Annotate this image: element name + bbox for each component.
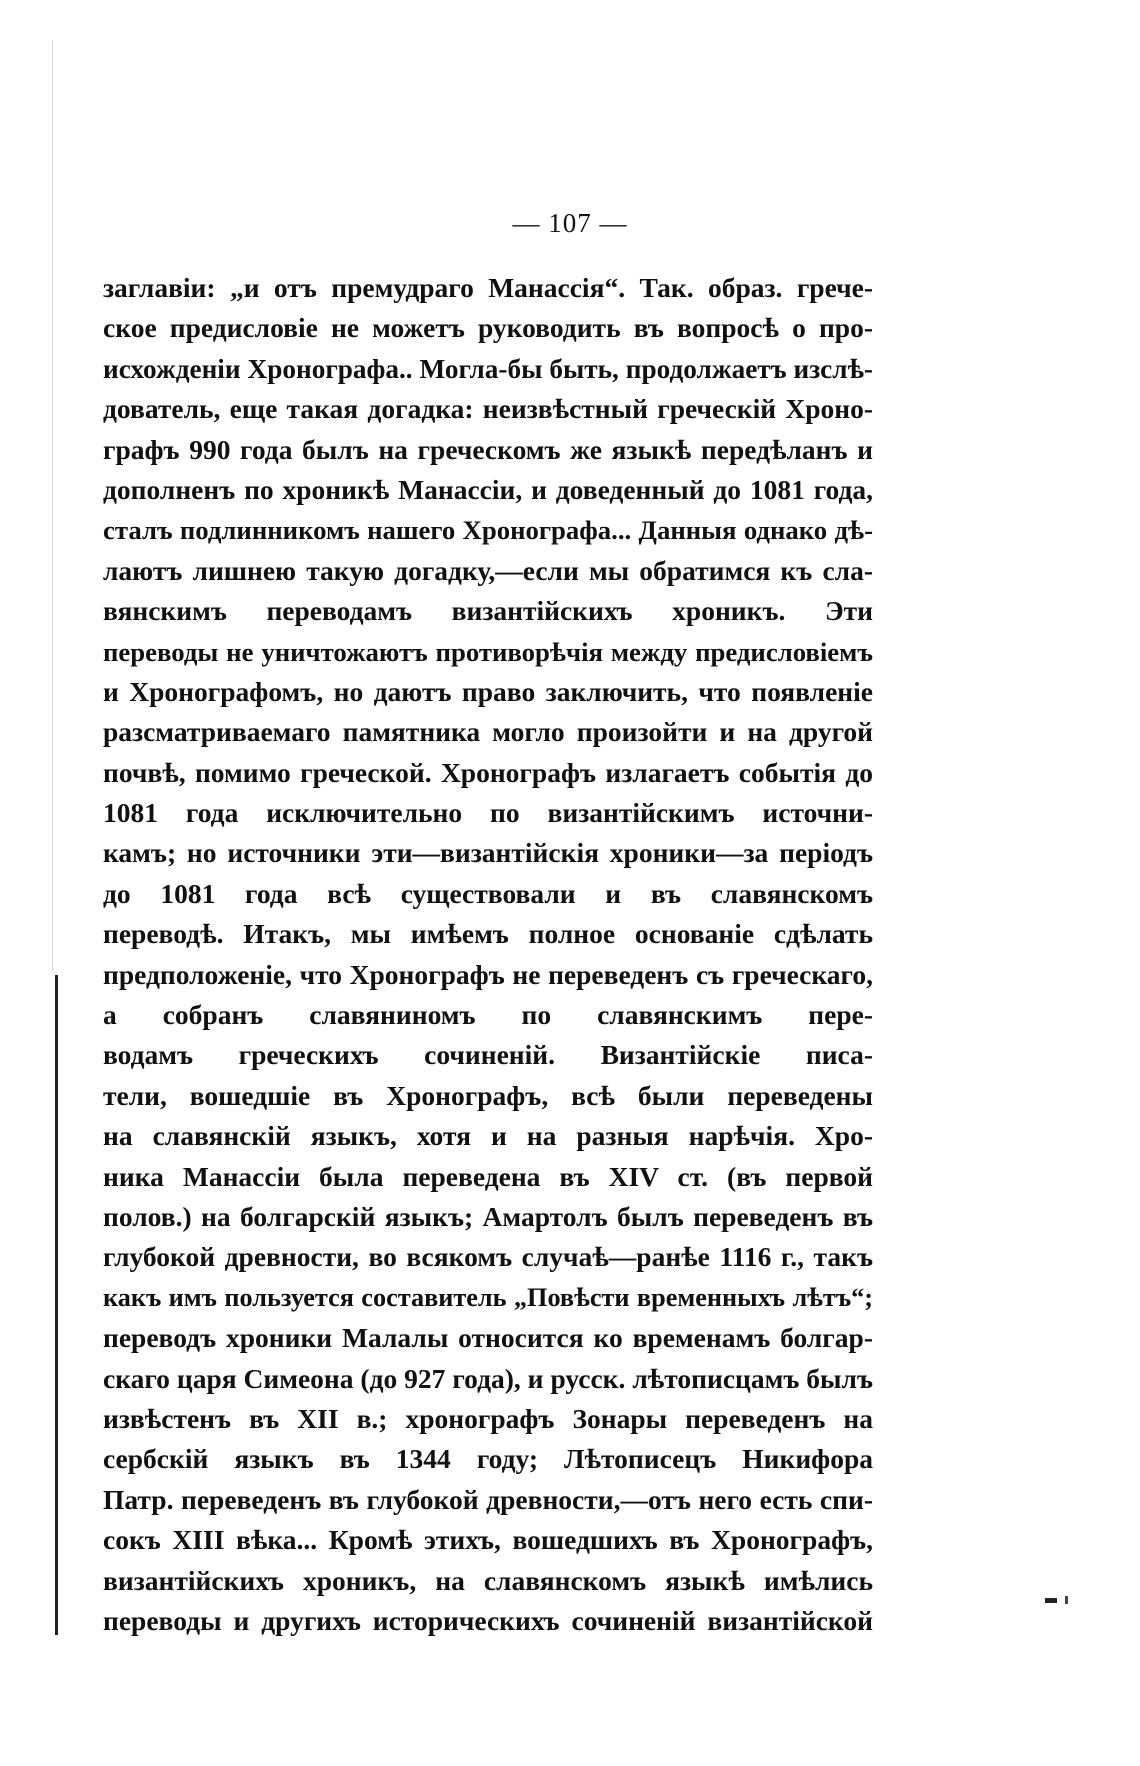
text-line: камъ; но источники эти—византійскія хроники—за періодъ [103, 837, 873, 869]
text-line: извѣстенъ въ XII в.; хронографъ Зонары переведенъ на [103, 1402, 873, 1434]
text-line: исхожденіи Хронографа.. Могла-бы быть, продолжаетъ изслѣ- [103, 353, 873, 384]
scan-artifact [1045, 1598, 1057, 1603]
text-line: дователь, еще такая догадка: неизвѣстный греческій Хроно- [103, 393, 873, 425]
scan-artifact [1065, 1596, 1068, 1604]
text-line: глубокой древности, во всякомъ случаѣ—ранѣе 1116 г., такъ [103, 1241, 873, 1273]
text-line: почвѣ, помимо греческой. Хронографъ излагаетъ событія до [103, 756, 873, 788]
text-line: ское предисловіе не можетъ руководить въ вопросѣ о про- [103, 312, 873, 344]
text-line: переводъ хроники Малалы относится ко временамъ болгар- [103, 1322, 873, 1354]
text-line: до 1081 года всѣ существовали и въ славянскомъ [103, 877, 873, 909]
text-line: какъ имъ пользуется составитель „Повѣсти временныхъ лѣтъ“; [103, 1282, 873, 1312]
text-line: дополненъ по хроникѣ Манассіи, и доведенный до 1081 года, [103, 473, 873, 505]
text-line: Патр. переведенъ въ глубокой древности,—отъ него есть спи- [103, 1483, 873, 1515]
text-line: переводы не уничтожаютъ противорѣчія между предисловіемъ [103, 636, 873, 667]
page-number: — 107 — [512, 208, 628, 238]
text-line: водамъ греческихъ сочиненій. Византійскіе писа- [103, 1039, 873, 1071]
text-line: заглавіи: „и отъ премудраго Манассія“. Так. образ. грече- [103, 272, 873, 303]
text-line: графъ 990 года былъ на греческомъ же языкѣ передѣланъ и [103, 433, 873, 465]
text-line: лаютъ лишнею такую догадку,—если мы обратимся къ сла- [103, 554, 873, 586]
text-line: сербскій языкъ въ 1344 году; Лѣтописецъ Никифора [103, 1443, 873, 1475]
text-line: и Хронографомъ, но даютъ право заключить, что появленіе [103, 675, 873, 707]
text-line: ника Манассіи была переведена въ XIV ст. (въ первой [103, 1160, 873, 1192]
text-line: на славянскій языкъ, хотя и на разныя нарѣчія. Хро- [103, 1120, 873, 1152]
text-line: разсматриваемаго памятника могло произойти и на другой [103, 716, 873, 748]
text-line: сокъ XIII вѣка... Кромѣ этихъ, вошедшихъ въ Хронографъ, [103, 1524, 873, 1556]
text-line: вянскимъ переводамъ византійскихъ хроникъ. Эти [103, 595, 873, 627]
text-line: полов.) на болгарскій языкъ; Амартолъ былъ переведенъ въ [103, 1200, 873, 1232]
text-line: сталъ подлинникомъ нашего Хронографа... Данныя однако дѣ- [103, 515, 873, 546]
text-line: 1081 года исключительно по византійскимъ источни- [103, 797, 873, 829]
text-line: переводѣ. Итакъ, мы имѣемъ полное основаніе сдѣлать [103, 918, 873, 950]
text-line: тели, вошедшіе въ Хронографъ, всѣ были переведены [103, 1079, 873, 1111]
text-line: византійскихъ хроникъ, на славянскомъ языкѣ имѣлись [103, 1564, 873, 1596]
text-line: предположеніе, что Хронографъ не переведенъ съ греческаго, [103, 958, 873, 990]
text-line: скаго царя Симеона (до 927 года), и русск. лѣтописцамъ былъ [103, 1362, 873, 1394]
gutter-shadow [52, 40, 53, 970]
body-text [103, 268, 873, 1641]
text-line: а собранъ славяниномъ по славянскимъ пере- [103, 999, 873, 1031]
text-line: переводы и другихъ историческихъ сочиненій византійской [103, 1604, 873, 1636]
page-edge-line [55, 975, 58, 1635]
